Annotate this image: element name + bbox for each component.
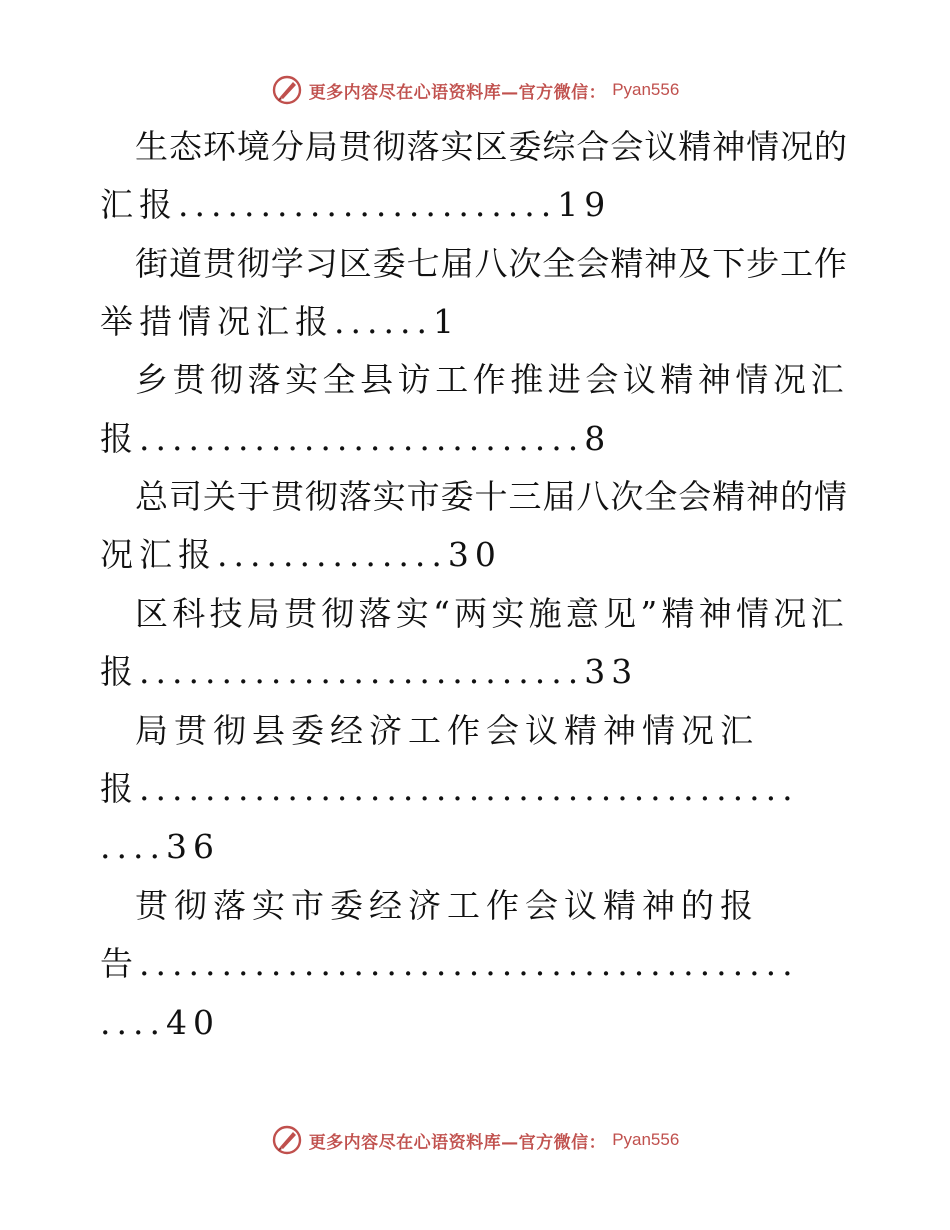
toc-entry-1-page[interactable]: 汇报.......................19 — [100, 185, 612, 224]
toc-entry-5-title[interactable]: 区科技局贯彻落实“两实施意见”精神情况汇 — [135, 594, 848, 633]
toc-entry-7-leader[interactable]: 告........................................ — [100, 944, 799, 983]
toc-entry-7-title[interactable]: 贯彻落实市委经济工作会议精神的报 — [135, 886, 759, 925]
toc-entry-6-title[interactable]: 局贯彻县委经济工作会议精神情况汇 — [135, 711, 759, 750]
toc-entry-2-title[interactable]: 街道贯彻学习区委七届八次全会精神及下步工作 — [135, 244, 848, 283]
banner-text: 更多内容尽在心语资料库—官方微信： — [308, 82, 607, 103]
toc-entry-3-page[interactable]: 报...........................8 — [100, 419, 612, 458]
header-banner — [0, 70, 950, 110]
toc-entry-6-page[interactable]: ....36 — [100, 827, 220, 866]
toc-entry-4-page[interactable]: 况汇报..............30 — [100, 535, 502, 574]
wechat-account: Pyan556 — [612, 80, 680, 99]
toc-entry-2-page[interactable]: 举措情况汇报......1 — [100, 302, 460, 341]
toc-entry-5-page[interactable]: 报...........................33 — [100, 652, 639, 691]
toc-entry-6-leader[interactable]: 报........................................ — [100, 769, 799, 808]
quill-logo-icon — [271, 74, 303, 106]
footer-banner — [0, 1120, 950, 1160]
wechat-account: Pyan556 — [612, 1130, 680, 1149]
toc-entry-1-title[interactable]: 生态环境分局贯彻落实区委综合会议精神情况的 — [135, 127, 848, 166]
toc-entry-3-title[interactable]: 乡贯彻落实全县访工作推进会议精神情况汇 — [135, 360, 848, 399]
banner-text: 更多内容尽在心语资料库—官方微信： — [308, 1132, 607, 1153]
quill-logo-icon — [271, 1124, 303, 1156]
toc-entry-7-page[interactable]: ....40 — [100, 1003, 220, 1042]
toc-entry-4-title[interactable]: 总司关于贯彻落实市委十三届八次全会精神的情 — [135, 477, 848, 516]
